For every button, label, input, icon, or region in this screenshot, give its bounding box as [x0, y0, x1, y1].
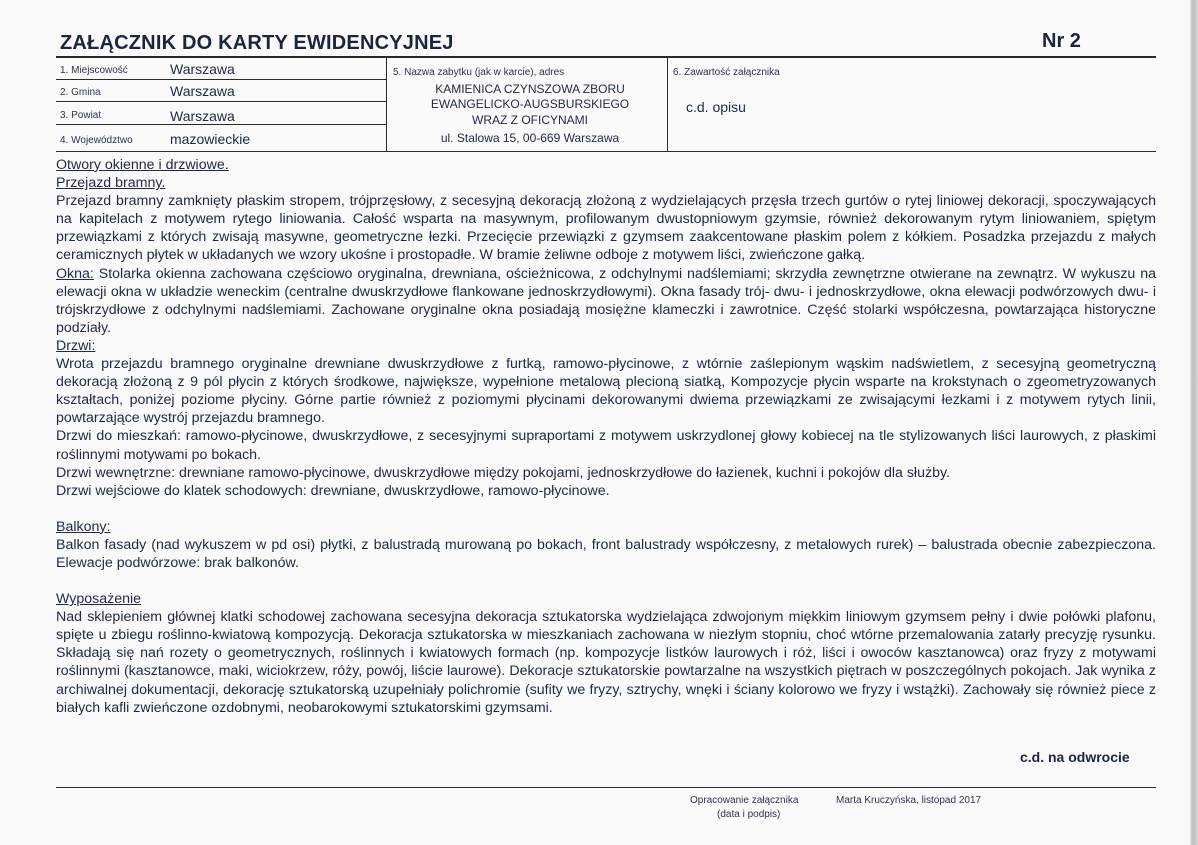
field-value-miejscowosc: Warszawa [170, 61, 235, 77]
section-heading-przejazd: Przejazd bramny. [56, 175, 166, 192]
field-value-powiat: Warszawa [170, 108, 235, 124]
paragraph-wyposazenie: Nad sklepieniem głównej klatki schodowej zachowana secesyjna dekoracja sztukatorska wydzielająca zdwojonym miękkim liniowym gzymsem pełny i dwie połówki plafonu, spięte u zbiegu roślinno-kwiatową kompozycją. Dekoracja sztukatorska w mieszkaniach zachowana w niezłym stopniu, choć wtórne przemalowania zatarły precyzję rysunku. Składają się nań rozety o geometrycznych, roślinnych i kwiatowych formach (np. kompozycje listków laurowych i róż, liści i owoców kasztanowca) oraz fryzy z motywami roślinnymi (kasztanowce, maki, wiciokrzew, róży, powój, liście laurowe). Dekoracje sztukatorskie powtarzalne na wszystkich piętrach w poszczególnych pokojach. Jak wynika z archiwalnej dokumentacji, dekorację sztukatorską uzupełniały polichromie (sufity we fryzy, sztrychy, wnęki i ściany kolorowo we fryzy i wstążki). Zachowały się również piece z białych kafli zwieńczone ozdobnymi, neobarokowymi sztukatorskimi gzymsami. [56, 609, 1156, 716]
field-label-zawartosc: 6. Zawartość załącznika [673, 67, 780, 78]
footer-author: Marta Kruczyńska, listopad 2017 [836, 795, 982, 806]
header-bottom-line [56, 151, 1156, 152]
section-heading-wyposazenie: Wyposażenie [56, 591, 142, 608]
title-underline [56, 56, 1156, 58]
section-heading-okna: Okna: [56, 265, 94, 282]
spacer [56, 500, 1156, 518]
document-number: Nr 2 [1042, 30, 1081, 52]
field-value-zawartosc: c.d. opisu [686, 99, 746, 115]
field-separator-2 [56, 101, 386, 102]
paragraph-okna [56, 265, 1156, 337]
object-name-line-3: WRAZ Z OFICYNAMI [472, 113, 588, 127]
field-value-gmina: Warszawa [170, 83, 235, 99]
document-body [56, 156, 1156, 717]
okna-text: Stolarka okienna zachowana częściowo oryginalna, drewniana, ościeżnicowa, z odchylnymi nadślemiami; skrzydła zewnętrzne otwierane na zewnątrz. W wykuszu na elewacji okna w układzie weneckim (centralne dwuskrzydłowe flankowane jednoskrzydłowymi). Okna fasady trój- dwu- i jednoskrzydłowe, okna elewacji podwórzowych dwu- i trójskrzydłowe z odchylnymi nadślemiami. Zachowane oryginalne okna posiadają mosiężne klameczki i zawrotnice. Część stolarki współczesna, powtarzająca historyczne podziały. [56, 265, 1156, 336]
field-label-miejscowosc: 1. Miejscowość [60, 65, 128, 76]
paragraph-drzwi-wewnetrzne: Drzwi wewnętrzne: drewniane ramowo-płycinowe, dwuskrzydłowe między pokojami, jednoskrzydłowe do łazienek, kuchni i pokojów dla służby. [56, 464, 950, 481]
paragraph-przejazd: Przejazd bramny zamknięty płaskim stropem, trójprzęsłowy, z secesyjną dekoracją złożoną z wydzielających przęsła trzech gurtów o rytej liniowej dekoracji, spoczywających na kapitelach z motywem rytego liniowania. Całość wsparta na masywnym, profilowanym dwustopniowym gzymsie, również dekorowanym rytym liniowaniem, spiętym przewiązkami z których zwisają masywne, geometryczne łezki. Przecięcie przewiązki z gzymsem zaakcentowane płaskim polem z kółkiem. Posadzka przejazdu z małych ceramicznych płytek w układanych we wzory ukośne i prostopadłe. W bramie żeliwne odboje z motywem liści, zwieńczone gałką. [56, 193, 1156, 264]
field-separator-1 [56, 79, 386, 80]
object-address: ul. Stalowa 15, 00-669 Warszawa [440, 131, 620, 145]
header-divider-1 [386, 58, 387, 152]
document-title: ZAŁĄCZNIK DO KARTY EWIDENCYJNEJ [60, 32, 454, 54]
field-label-powiat: 3. Powiat [60, 110, 102, 121]
field-separator-3 [56, 124, 386, 125]
paragraph-drzwi-mieszkan: Drzwi do mieszkań: ramowo-płycinowe, dwuskrzydłowe, z secesyjnymi supraportami z motywem uskrzydlonej głowy kobiecej na tle stylizowanych liści laurowych, z płaskimi roślinnymi motywami po bokach. [56, 428, 1156, 463]
field-label-nazwa: 5. Nazwa zabytku (jak w karcie), adres [393, 67, 565, 78]
footer-label-1: Opracowanie załącznika [690, 795, 799, 806]
field-value-wojewodztwo: mazowieckie [170, 131, 251, 147]
section-heading-drzwi: Drzwi: [56, 337, 96, 354]
footer-line [56, 787, 1156, 788]
paragraph-balkony: Balkon fasady (nad wykuszem w pd osi) płytki, z balustradą murowaną po bokach, front balustrady współczesny, z metalowych rurek) – balustrada obecnie zabezpieczona. Elewacje podwórzowe: brak balkonów. [56, 536, 1156, 571]
field-label-wojewodztwo: 4. Województwo [60, 135, 133, 146]
field-label-gmina: 2. Gmina [60, 87, 101, 98]
section-heading-balkony: Balkony: [56, 518, 111, 535]
section-heading-otwory: Otwory okienne i drzwiowe. [56, 157, 229, 173]
continuation-note: c.d. na odwrocie [1020, 749, 1130, 765]
footer-label-2: (data i podpis) [717, 809, 781, 820]
page-edge [1190, 0, 1198, 845]
object-name-line-1: KAMIENICA CZYNSZOWA ZBORU [435, 82, 625, 96]
object-name-line-2: EWANGELICKO-AUGSBURSKIEGO [430, 97, 630, 111]
paragraph-drzwi-klatki: Drzwi wejściowe do klatek schodowych: drewniane, dwuskrzydłowe, ramowo-płycinowe. [56, 482, 610, 499]
paragraph-drzwi-wrota: Wrota przejazdu bramnego oryginalne drewniane dwuskrzydłowe z furtką, ramowo-płycinowe, z wtórnie zaślepionym wąskim nadświetlem, z secesyjną geometryczną dekoracją złożoną z 9 pól płycin z których środkowe, największe, wypełnione metalową plecioną siatką, Kompozycje płycin wsparte na krokstynach o zgeometryzowanych kształtach, poniżej poziome płyciny. Górne partie również z poziomymi płycinami dekorowanymi dwiema przewiązkami ze zwisającymi łezkami i z motywem rytych linii, powtarzające wystrój przejazdu bramnego. [56, 356, 1156, 427]
spacer [56, 572, 1156, 590]
